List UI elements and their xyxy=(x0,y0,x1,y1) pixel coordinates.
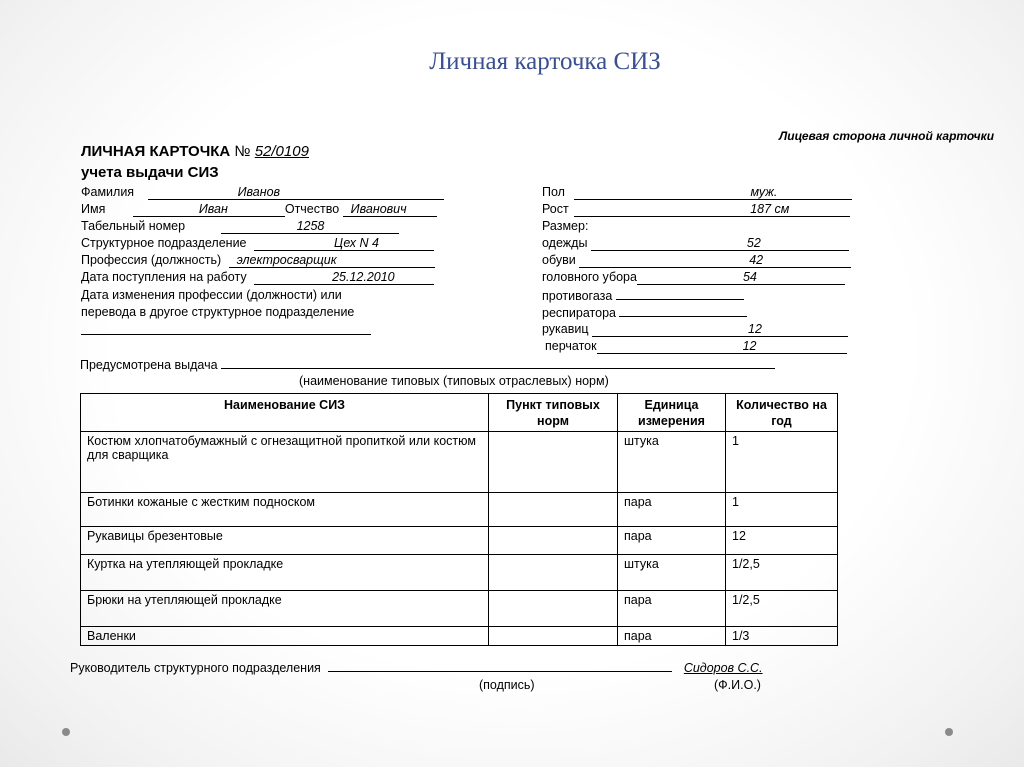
table-row xyxy=(81,627,838,646)
cell-qty: 12 xyxy=(726,527,838,555)
surname-label: Фамилия xyxy=(81,185,135,199)
tab-label: Табельный номер xyxy=(81,219,186,233)
cell-qty: 1 xyxy=(726,432,838,493)
provision-label: Предусмотрена выдача xyxy=(80,358,218,372)
cell-point xyxy=(489,627,618,646)
corner-dot-right xyxy=(945,728,953,736)
cell-name: Костюм хлопчатобумажный с огнезащитной пропиткой или костюм для сварщика xyxy=(81,432,489,493)
gasmask-row xyxy=(542,287,744,305)
table-row xyxy=(81,527,838,555)
card-number: 52/0109 xyxy=(254,143,309,160)
tab-row xyxy=(81,218,399,235)
cell-name: Рукавицы брезентовые xyxy=(81,527,489,555)
height-value: 187 см xyxy=(574,202,850,217)
provision-row xyxy=(80,356,775,374)
surname-row xyxy=(81,184,444,201)
cell-qty: 1/2,5 xyxy=(726,555,838,591)
table-row xyxy=(81,493,838,527)
corner-dot-left xyxy=(62,728,70,736)
respirator-label: респиратора xyxy=(542,306,616,320)
prof-row xyxy=(81,252,435,269)
cell-name: Брюки на утепляющей прокладке xyxy=(81,591,489,627)
hat-row xyxy=(542,269,845,286)
mittens-label: рукавиц xyxy=(542,322,589,336)
cell-qty: 1 xyxy=(726,493,838,527)
signature-blank xyxy=(328,659,672,672)
cell-point xyxy=(489,493,618,527)
change-blank-line xyxy=(81,334,371,335)
sign-caption: (подпись) xyxy=(479,678,535,692)
clothes-label: одежды xyxy=(542,236,588,250)
patronymic-value: Иванович xyxy=(343,202,437,217)
dept-row xyxy=(81,235,434,252)
cell-qty: 1/3 xyxy=(726,627,838,646)
change-line-2: перевода в другое структурное подразделение xyxy=(81,305,355,319)
table-row xyxy=(81,432,838,493)
gloves-label: перчаток xyxy=(545,339,597,353)
clothes-row xyxy=(542,235,849,252)
dept-value: Цех N 4 xyxy=(254,236,434,251)
hire-value: 25.12.2010 xyxy=(254,270,434,285)
signature-row xyxy=(70,659,763,677)
side-note: Лицевая сторона личной карточки xyxy=(779,129,995,143)
card-heading-prefix: ЛИЧНАЯ КАРТОЧКА xyxy=(81,143,231,160)
height-row xyxy=(542,201,850,218)
signature-name: Сидоров С.С. xyxy=(683,661,763,675)
respirator-blank xyxy=(619,304,747,317)
cell-unit: штука xyxy=(618,432,726,493)
surname-value: Иванов xyxy=(148,185,444,200)
size-label: Размер: xyxy=(542,219,589,233)
table-header-row xyxy=(81,394,838,432)
shoes-value: 42 xyxy=(579,253,851,268)
name-label: Имя xyxy=(81,202,106,216)
signature-label: Руководитель структурного подразделения xyxy=(70,661,321,675)
cell-qty: 1/2,5 xyxy=(726,591,838,627)
hat-value: 54 xyxy=(637,270,845,285)
gloves-value: 12 xyxy=(597,339,847,354)
cell-point xyxy=(489,555,618,591)
card-subheading: учета выдачи СИЗ xyxy=(81,164,219,181)
header-point: Пункт типовых норм xyxy=(489,394,618,432)
header-name: Наименование СИЗ xyxy=(81,394,489,432)
mittens-row xyxy=(542,321,848,338)
cell-name: Куртка на утепляющей прокладке xyxy=(81,555,489,591)
name-value: Иван xyxy=(133,202,285,217)
card-heading xyxy=(81,143,309,160)
siz-table xyxy=(80,393,838,646)
mittens-value: 12 xyxy=(592,322,848,337)
cell-unit: пара xyxy=(618,493,726,527)
card-number-sign: № xyxy=(234,143,251,160)
sex-label: Пол xyxy=(542,185,565,199)
sex-value: муж. xyxy=(574,185,852,200)
cell-unit: штука xyxy=(618,555,726,591)
cell-unit: пара xyxy=(618,527,726,555)
cell-unit: пара xyxy=(618,591,726,627)
provision-blank xyxy=(221,356,775,369)
gasmask-label: противогаза xyxy=(542,289,613,303)
cell-point xyxy=(489,527,618,555)
tab-value: 1258 xyxy=(221,219,399,234)
patronymic-label: Отчество xyxy=(284,202,340,216)
cell-name: Валенки xyxy=(81,627,489,646)
hire-row xyxy=(81,269,434,286)
fio-caption: (Ф.И.О.) xyxy=(714,678,761,692)
name-row xyxy=(81,201,437,218)
prof-value: электросварщик xyxy=(229,253,435,268)
prof-label: Профессия (должность) xyxy=(81,253,222,267)
clothes-value: 52 xyxy=(591,236,849,251)
table-row xyxy=(81,591,838,627)
cell-name: Ботинки кожаные с жестким подноском xyxy=(81,493,489,527)
dept-label: Структурное подразделение xyxy=(81,236,247,250)
slide-title: Личная карточка СИЗ xyxy=(429,48,661,75)
gloves-row xyxy=(545,338,847,355)
sex-row xyxy=(542,184,852,201)
header-unit: Единица измерения xyxy=(618,394,726,432)
hat-label: головного убора xyxy=(542,270,637,284)
cell-point xyxy=(489,591,618,627)
cell-point xyxy=(489,432,618,493)
change-line-1: Дата изменения профессии (должности) или xyxy=(81,288,342,302)
gasmask-blank xyxy=(616,287,744,300)
shoes-row xyxy=(542,252,851,269)
header-qty: Количество на год xyxy=(726,394,838,432)
table-row xyxy=(81,555,838,591)
provision-caption: (наименование типовых (типовых отраслевых) норм) xyxy=(299,374,609,388)
shoes-label: обуви xyxy=(542,253,576,267)
hire-label: Дата поступления на работу xyxy=(81,270,247,284)
height-label: Рост xyxy=(542,202,569,216)
cell-unit: пара xyxy=(618,627,726,646)
respirator-row xyxy=(542,304,747,322)
